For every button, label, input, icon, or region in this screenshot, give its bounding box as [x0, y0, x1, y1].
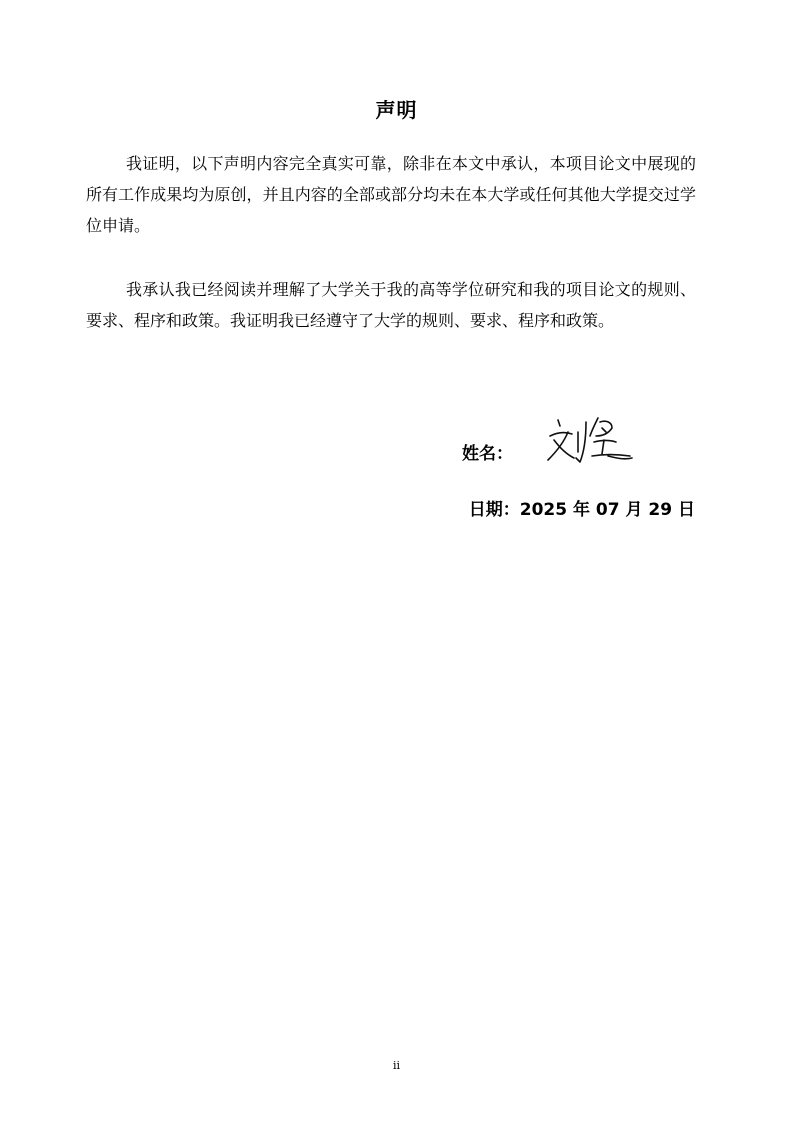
date-label: 日期： [468, 500, 520, 520]
declaration-paragraph-2: 我承认我已经阅读并理解了大学关于我的高等学位研究和我的项目论文的规则、要求、程序和政策。我证明我已经遵守了大学的规则、要求、程序和政策。 [86, 280, 696, 330]
page-number: ii [392, 1059, 401, 1072]
date-value: 2025 年 07 月 29 日 [519, 500, 695, 520]
date-row [469, 498, 695, 522]
signature-label: 姓名： [462, 444, 513, 464]
handwritten-signature [542, 410, 642, 480]
declaration-paragraph-1: 我证明，以下声明内容完全真实可靠，除非在本文中承认，本项目论文中展现的所有工作成果均为原创，并且内容的全部或部分均未在本大学或任何其他大学提交过学位申请。 [86, 154, 696, 235]
page-title: 声明 [375, 98, 418, 122]
signature-row [462, 410, 662, 480]
